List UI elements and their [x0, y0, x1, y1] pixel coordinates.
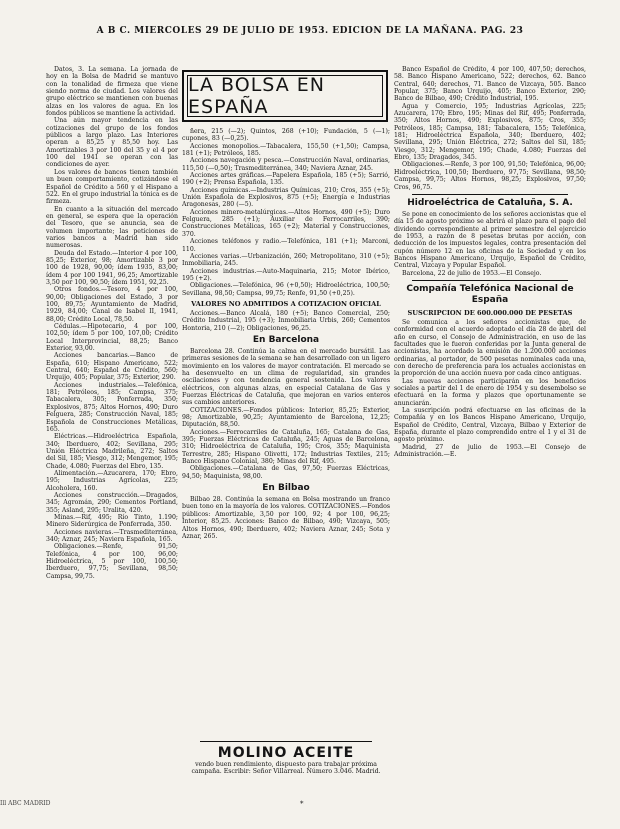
paragraph: Acciones industriales.—Telefónica, 181; Petróleos, 185; Campsa, 375; Tabacalera, 305; Ponferrada, 350; Explosivos, 875; Altos Hornos, 490; Duro Felguera, 285; Construcción Naval, 185; Española de Construcciones Metálicas, 165.: [46, 381, 178, 433]
paragraph: Agua y Comercio, 195; Industrias Agrícolas, 225; Azucarera, 170; Ebro, 195; Minas del Rif, 495; Ponferrada, 350; Altos Hornos, 490; Explosivos, 875; Cros, 355; Petróleos, 185; Campsa, 181; Tabacalera, 155; Telefónica, 181; Hidroeléctrica Española, 340; Iberduero, 402; Sevillana, 295; Unión Eléctrica, 272; Saltos del Sil, 185; Viesgo, 312; Mengemor, 195; Chade, 4.080; Fuerzas del Ebro, 135; Dragados, 345.: [394, 102, 586, 162]
paragraph: Datos, 3. La semana. La jornada de hoy en la Bolsa de Madrid se mantuvo con la tonalidad de firmeza que viene siendo norma de ciudad. Los valores del grupo eléctrico se mantienen con buenas alzas en los valores de agua. En los fondos públicos se mantiene la actividad.: [46, 66, 178, 118]
notice-heading-hidroelectrica: Hidroeléctrica de Cataluña, S. A.: [407, 197, 573, 208]
paragraph: ñera, 215 (—2); Quintos, 268 (+10); Fundación, 5 (—1); cupones, 83 (—0,25).: [182, 128, 390, 143]
section-masthead: [182, 70, 388, 122]
signature-line: Barcelona, 22 de julio de 1953.—El Consejo.: [402, 269, 542, 277]
paragraph: Minas.—Rif, 495; Río Tinto, 1.190; Minero Siderúrgica de Ponferrada, 350.: [46, 513, 178, 529]
paragraph: Acciones bancarias.—Banco de España, 610; Hispano Americano, 522; Central, 640; Español de Crédito, 560; Urquijo, 405; Popular, 375; Exterior, 290.: [46, 352, 178, 382]
archive-edge-mark: Ill ABC MADRID: [0, 800, 51, 807]
column-left: [46, 66, 178, 806]
notice-heading-telefonica: Compañía Telefónica Nacional de España: [406, 283, 574, 305]
signature-line: Madrid, 27 de julio de 1953.—El Consejo de Administración.—E.: [394, 443, 586, 459]
divider: [200, 741, 372, 742]
paragraph: Acciones varias.—Urbanización, 260; Metropolitano, 310 (+5); Inmobiliaria, 245.: [182, 252, 390, 268]
section-heading-no-admitidos: VALORES NO ADMITIDOS A COTIZACION OFICIAL: [191, 299, 381, 308]
paragraph: Otros fondos.—Tesoro, 4 por 100, 90,00; Obligaciones del Estado, 3 por 100, 89,75; Ayuntamiento de Madrid, 1929, 84,00; Canal de Isabel II, 1941, 88,00; Crédito Local, 78,50.: [46, 286, 178, 323]
paragraph: COTIZACIONES.—Fondos públicos: Interior, 85,25; Exterior, 98; Amortizable, 90,25; Ayuntamiento de Barcelona, 12,25; Diputación, 88,50.: [182, 406, 390, 429]
paragraph: Eléctricas.—Hidroeléctrica Española, 340; Iberduero, 402; Sevillana, 295; Unión Eléctrica Madrileña, 272; Saltos del Sil, 185; Viesgo, 312; Mengemor, 195; Chade, 4.080; Fuerzas del Ebro, 135.: [46, 433, 178, 470]
paragraph: Se pone en conocimiento de los señores accionistas que el día 15 de agosto próximo se abrirá el plazo para el pago del dividendo correspondiente al primer semestre del ejercicio de 1953, a razón de 8 pesetas brutas por acción, con deducción de los impuestos legales, contra presentación del cupón número 12 en las oficinas de la Sociedad y en los Bancos Hispano Americano, Urquijo, Español de Crédito, Central, Vizcaya y Popular Español.: [394, 210, 586, 270]
paragraph: En cuanto a la situación del mercado en general, se espera que la operación del Tesoro, que se anuncia, sea de volumen importante; las peticiones de varios bancos a Madrid han sido numerosas.: [46, 205, 178, 250]
divider: [412, 280, 568, 281]
paragraph: Obligaciones.—Telefónica, 96 (+0,50); Hidroeléctrica, 100,50; Sevillana, 98,50; Campsa, 99,75; Renfe, 91,50 (+0,25).: [182, 282, 390, 297]
paragraph: Los valores de bancos tienen también un buen comportamiento, cotizándose el Español de Crédito a 560 y el Hispano a 522. En el grupo industrial la tónica es de firmeza.: [46, 168, 178, 206]
paragraph: Barcelona 28. Continúa la calma en el mercado bursátil. Las primeras sesiones de la semana se han desarrollado con un ligero movimiento en los valores de mayor contratación. El mercado se ha desenvuelto en un clima de regularidad, sin grandes oscilaciones y con tendencia general sostenida. Los valores eléctricos, con algunas alzas, en especial Catalana de Gas y Fuerzas Eléctricas de Cataluña, que mejoran en varios enteros sus cambios anteriores.: [182, 347, 390, 407]
paragraph: Acciones minero-metalúrgicas.—Altos Hornos, 490 (+5); Duro Felguera, 285 (+1); Auxiliar de Ferrocarriles, 390; Construcciones Metálicas, 165 (+2); Material y Construcciones, 370.: [182, 208, 390, 238]
column-right: [394, 66, 586, 826]
paragraph: Obligaciones.—Renfe, 3 por 100, 91,50; Telefónica, 96,00; Hidroeléctrica, 100,50; Iberduero, 97,75; Sevillana, 98,50; Campsa, 99,75; Altos Hornos, 98,25; Explosivos, 97,50; Cros, 96,75.: [394, 161, 586, 191]
paragraph: Acciones monopolios.—Tabacalera, 155,50 (+1,50); Campsa, 181 (+1); Petróleos, 185.: [182, 142, 390, 158]
paragraph: Banco Español de Crédito, 4 por 100, 407,50; derechos, 58. Banco Hispano Americano, 522; derechos, 62. Banco Central, 640; derechos, 71. Banco de Vizcaya, 505. Banco Popular, 375; Banco Urquijo, 405; Banco Exterior, 290; Banco de Bilbao, 490; Crédito Industrial, 195.: [394, 66, 586, 103]
ad-title: MOLINO ACEITE: [217, 745, 355, 761]
notice-subheading: SUSCRIPCION DE 600.000.000 DE PESETAS: [407, 308, 573, 317]
paragraph: Acciones navegación y pesca.—Construcción Naval, ordinarias, 115,50 (—0,50); Trasmediterránea, 340; Naviera Aznar, 245.: [182, 157, 390, 172]
paragraph: Las nuevas acciones participarán en los beneficios sociales a partir del 1 de enero de 1954 y su desembolso se efectuará en la forma y plazos que oportunamente se anunciarán.: [394, 377, 586, 407]
paragraph: Cédulas.—Hipotecario, 4 por 100, 102,50; ídem 5 por 100, 107,00; Crédito Local Interprovincial, 88,25; Banco Exterior, 93,00.: [46, 323, 178, 353]
paragraph: Acciones teléfonos y radio.—Telefónica, 181 (+1); Marconi, 110.: [182, 238, 390, 253]
paragraph: La suscripción podrá efectuarse en las oficinas de la Compañía y en los Bancos Hispano Americano, Urquijo, Español de Crédito, Central, Vizcaya, Bilbao y Exterior de España, durante el plazo comprendido entre el 1 y el 31 de agosto próximo.: [394, 407, 586, 444]
paragraph: Acciones construcción.—Dragados, 345; Agromán, 290; Cementos Portland, 355; Asland, 295; Uralita, 420.: [46, 491, 178, 514]
paragraph: Acciones industrias.—Auto-Maquinaria, 215; Motor Ibérico, 195 (+2).: [182, 267, 390, 282]
section-heading-bilbao: En Bilbao: [262, 483, 310, 494]
paragraph: Obligaciones.—Catalana de Gas, 97,50; Fuerzas Eléctricas, 94,50; Maquinista, 98,00.: [182, 465, 390, 480]
page-header: A B C. MIERCOLES 29 DE JULIO DE 1953. EDICION DE LA MAÑANA. PAG. 23: [96, 26, 524, 36]
column-middle: [182, 128, 390, 808]
ad-text: vendo buen rendimiento, dispuesto para trabajar próxima campaña. Escribir: Señor Villarreal. Número 3.046. Madrid.: [191, 761, 381, 776]
masthead-title: LA BOLSA EN ESPAÑA: [187, 75, 383, 117]
paragraph: Acciones artes gráficas.—Papelera Española, 185 (+5); Sarrió, 190 (+2); Prensa Española, 135.: [182, 172, 390, 187]
paragraph: Deuda del Estado.—Interior 4 por 100, 85,25; Exterior, 98; Amortizable 3 por 100 de 1928, 90,00; ídem 1935, 83,00; ídem 4 por 100 1941, 96,25; Amortizable 3,50 por 100, 90,50; ídem 1951, 92,25.: [46, 249, 178, 286]
paragraph: Alimentación.—Azucarera, 170; Ebro, 195; Industrias Agrícolas, 225; Alcoholera, 160.: [46, 469, 178, 492]
divider: [412, 194, 568, 195]
paragraph: Acciones.—Ferrocarriles de Cataluña, 165; Catalana de Gas, 395; Fuerzas Eléctricas de Cataluña, 245; Aguas de Barcelona, 310; Hidroeléctrica de Cataluña, 195; Cros, 355; Maquinista Terrestre, 285; Hispano Olivetti, 172; Industrias Textiles, 215; Banco Hispano Colonial, 380; Minas del Rif, 495.: [182, 428, 390, 466]
section-heading-barcelona: En Barcelona: [252, 334, 320, 345]
paragraph: Acciones.—Banco Alcalá, 180 (+5); Banco Comercial, 250; Crédito Industrial, 195 (+3); Inmobiliaria Urbis, 260; Cementos Hontoria, 210 (—2); Obligaciones, 96,25.: [182, 309, 390, 332]
paragraph: Obligaciones.—Renfe, 91,50; Telefónica, 4 por 100, 96,00; Hidroeléctrica, 5 por 100, 100,50; Iberduero, 97,75; Sevillana, 98,50; Campsa, 99,75.: [46, 543, 178, 580]
page-ornament: *: [300, 800, 304, 808]
paragraph: Acciones químicas.—Industrias Químicas, 210; Cros, 355 (+5); Unión Española de Explosivos, 875 (+5); Energía e Industrias Aragonesas, 280 (—5).: [182, 186, 390, 209]
paragraph: Se comunica a los señores accionistas que, de conformidad con el acuerdo adoptado el día 28 de abril del año en curso, el Consejo de Administración, en uso de las facultades que le fueron conferidas por la Junta general de accionistas, ha acordado la emisión de 1.200.000 acciones ordinarias, al portador, de 500 pesetas nominales cada una, con derecho de preferencia para los actuales accionistas en la proporción de una acción nueva por cada cinco antiguas.: [394, 318, 586, 378]
classified-ad: [182, 738, 390, 776]
paragraph: Bilbao 28. Continúa la semana en Bolsa mostrando un franco buen tono en la mayoría de los valores. COTIZACIONES.—Fondos públicos: Amortizable, 3,50 por 100, 92; 4 por 100, 96,25; Interior, 85,25. Acciones: Banco de Bilbao, 490; Vizcaya, 505; Altos Hornos, 490; Iberduero, 402; Naviera Aznar, 245; Sota y Aznar, 265.: [182, 496, 390, 540]
paragraph: Acciones navieras.—Trasmediterránea, 340; Aznar, 245; Naviera Española, 165.: [46, 528, 178, 543]
paragraph: Una aún mayor tendencia en las cotizaciones del grupo de los fondos públicos a largo plazo. Las Interiores operan a 85,25 y 85,50 hoy. Las Amortizables 3 por 100 del 35 y el 4 por 100 del 1941 se operan con las condiciones de ayer.: [46, 117, 178, 169]
